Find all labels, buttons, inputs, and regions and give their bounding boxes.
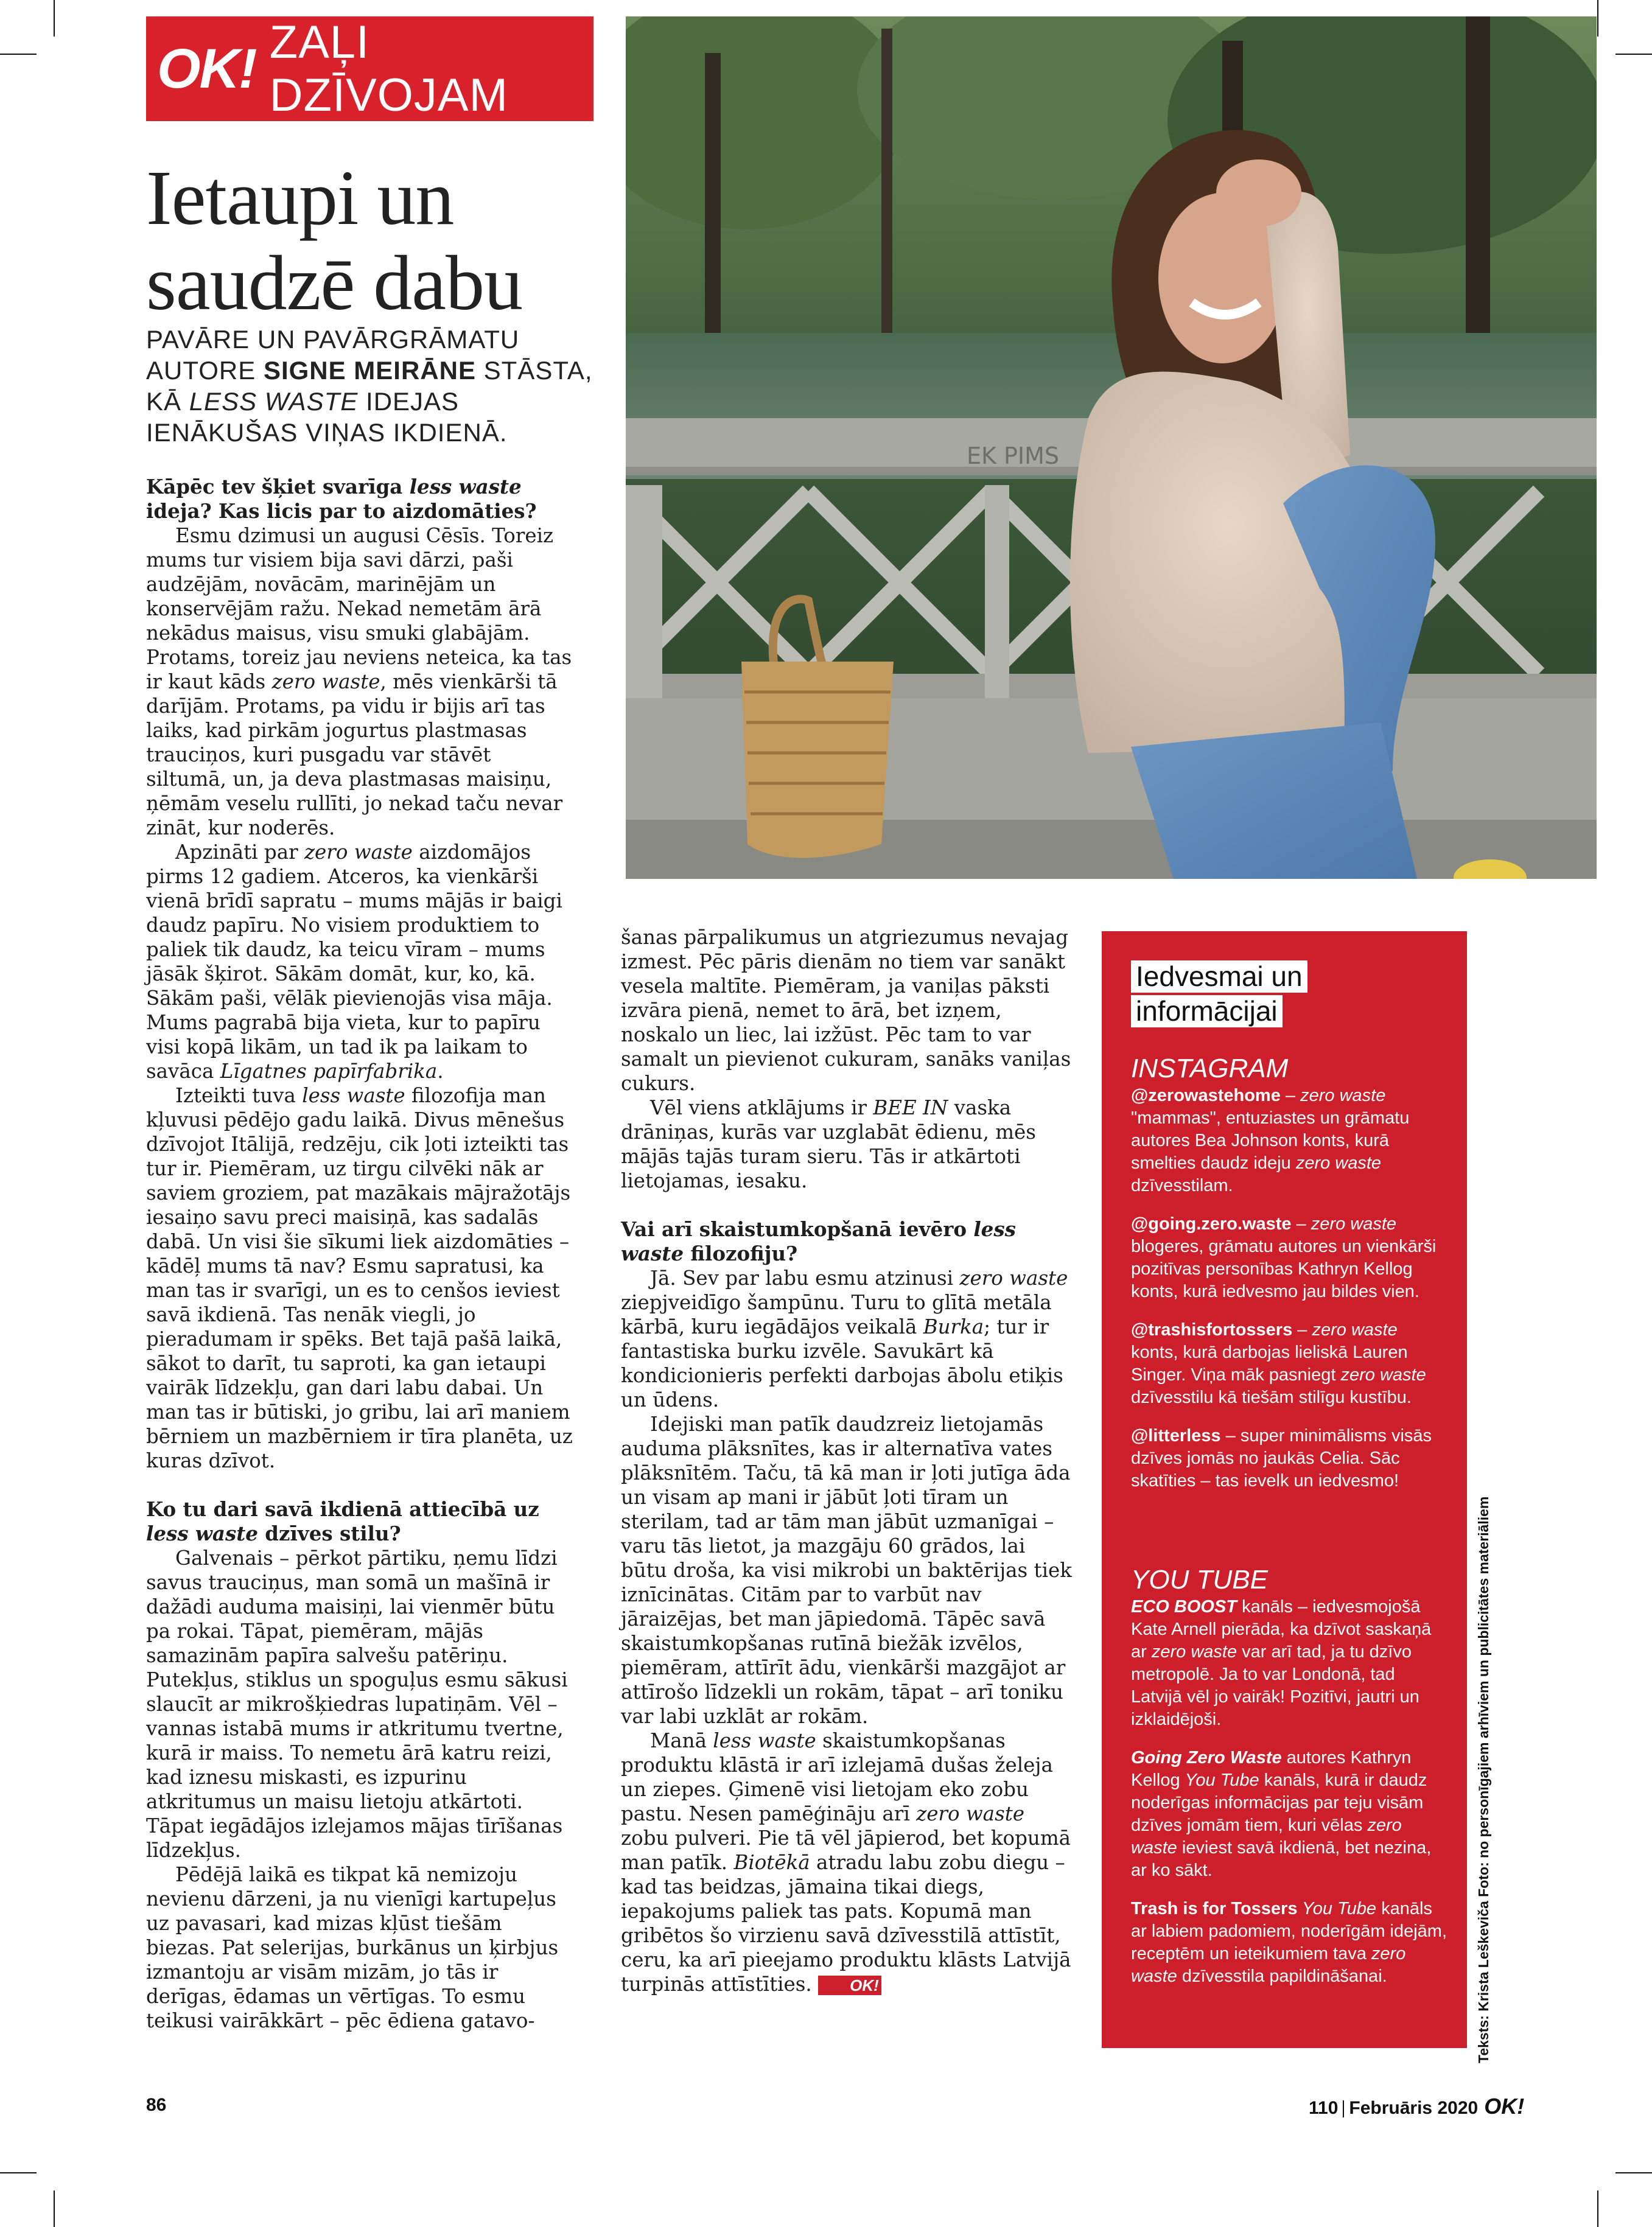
crop-mark <box>1597 0 1598 37</box>
article-column-2 <box>621 925 1073 1996</box>
section-header <box>146 16 593 121</box>
paragraph: Idejiski man patīk daudzreiz lietojamās auduma plāksnītes, kas ir alternatīva vates plāksnītēm. Taču, tā kā man ir ļoti jutīga āda un visam ap mani ir jābūt ļoti tīram un sterilam, tad ar tām man jābūt uzmanīgai – varu tās lietot, ja mazgāju 60 grādos, lai būtu droša, ka visi mikrobi un baktērijas tiek iznīcinātas. Citām par to varbūt nav jāraizējas, bet man jāpiedomā. Tāpēc savā skaistumkopšanas rutīnā biežāk izvēlos, piemēram, attīrīt ādu, vienkārši mazgājot ar attīrošo līdzekli un rokām, tāpat – arī toniku var labi uzklāt ar rokām. <box>621 1413 1072 1728</box>
crop-mark <box>0 54 37 55</box>
question: Kāpēc tev šķiet svarīga less waste ideja? Kas licis par to aizdomāties? <box>146 475 537 523</box>
section-title: ZAĻI DZĪVOJAM <box>269 16 508 121</box>
instagram-handle: @zerowastehome <box>1131 1086 1281 1105</box>
footer-logo: OK! <box>1484 2094 1525 2119</box>
page-number: 86 <box>146 2095 167 2115</box>
instagram-handle: @litterless <box>1131 1426 1221 1446</box>
inspiration-sidebar <box>1102 931 1467 2048</box>
end-mark: OK! <box>818 1976 881 1995</box>
page-number: 110 <box>1309 2098 1339 2118</box>
paragraph: Izteikti tuva less waste filozofija man kļuvusi pēdējo gadu laikā. Divus mēnešus dzīvojot Itālijā, redzēju, cik ļoti izteikti tas tur ir. Piemēram, uz tirgu cilvēki nāk ar saviem groziem, pat mazākais mājražotājs iesaiņo savu preci maisiņā, kas sadalās dabā. Un visi šie sīkumi liek aizdomāties – kādēļ mums tā nav? Esmu sapratusi, ka man tas ir svarīgi, un es to cenšos ieviest savā ikdienā. Tas nenāk viegli, jo pieradumam ir spēks. Bet tajā pašā laikā, sākot to darīt, tu saproti, ka gan ietaupi vairāk līdzekļu, gan dari labu dabai. Un man tas ir būtiski, jo gribu, lai arī maniem bērniem un mazbērniem ir tīra planēta, uz kuras dzīvot. <box>146 1084 573 1472</box>
crop-mark <box>54 0 55 37</box>
channel-name: Going Zero Waste <box>1131 1748 1282 1767</box>
paragraph: Manā less waste skaistumkopšanas produktu klāstā ir arī izlejamā dušas želeja un ziepes. Ģimenē visi lietojam eko zobu pastu. Nesen pamēģināju arī zero waste zobu pulveri. Pie tā vēl jāpierod, bet kopumā man patīk. Biotēkā atradu labu zobu diegu – kad tas beidzas, jāmaina tikai diegs, iepakojums paliek tas pats. Kopumā man gribētos šo virzienu savā dzīvesstilā attīstīt, ceru, ka arī pieejamo produktu klāsts Latvijā turpinās attīstīties. OK! <box>621 1729 1071 1996</box>
crop-mark <box>1597 2190 1598 2227</box>
photo-credit: Teksts: Krista Leškeviča Foto: no personīgajiem arhīviem un publicitātes materiāliem <box>1475 1496 1491 2063</box>
crop-mark <box>54 2190 55 2227</box>
title-line: saudzē dabu <box>146 240 523 326</box>
instagram-handle: @trashisfortossers <box>1131 1320 1293 1340</box>
sidebar-heading: INSTAGRAM <box>1131 1054 1289 1083</box>
channel-name: ECO BOOST <box>1131 1597 1237 1617</box>
crop-mark <box>1615 2172 1652 2173</box>
paragraph: Apzināti par zero waste aizdomājos pirms 12 gadiem. Atceros, ka vienkārši vienā brīdī sapratu – mums mājās ir baigi daudz papīru. No visiem produktiem to paliek tik daudz, ka teicu vīram – mums jāsāk šķirot. Sākām domāt, kur, ko, kā. Sākām paši, vēlāk pievienojās visa māja. Mums pagrabā bija vieta, kur to papīru visi kopā likām, un tad ik pa laikam to savāca Līgatnes papīrfabrika. <box>146 841 562 1083</box>
footer-divider <box>1343 2100 1344 2117</box>
author-name: SIGNE MEIRĀNE <box>263 356 476 385</box>
title-line: Ietaupi un <box>146 155 454 241</box>
paragraph: Vēl viens atklājums ir BEE IN vaska drāniņas, kurās var uzglabāt ēdienu, mēs mājās tajās turam sieru. Tās ir atkārtoti lietojamas, iesaku. <box>621 1096 1036 1192</box>
paragraph: šanas pārpalikumus un atgriezumus nevajag izmest. Pēc pāris dienām no tiem var sanākt vesela maltīte. Piemēram, ja vaniļas pāksti izvāra pienā, nemet to ārā, bet izņem, noskalo un liec, lai izžūst. Pēc tam to var samalt un pievienot cukuram, sanāks vaniļas cukurs. <box>621 926 1071 1095</box>
issue-date: Februāris 2020 <box>1349 2098 1479 2118</box>
paragraph: Galvenais – pērkot pārtiku, ņemu līdzi savus trauciņus, man somā un mašīnā ir dažādi auduma maisiņi, lai vienmēr būtu pa rokai. Tāpat, piemēram, mājās samazinām papīra salvešu patēriņu. Putekļus, stiklus un spoguļus esmu sākusi slaucīt ar mikrošķiedras lupatiņām. Vēl – vannas istabā mums ir atkritumu tvertne, kurā ir maiss. To nemetu ārā katru reizi, kad iznesu miskasti, es izpurinu atkritumus un maisu lietoju atkārtoti. Tāpat iegādājos izlejamos mājas tīrīšanas līdzekļus. <box>146 1547 568 1862</box>
magazine-logo: OK! <box>157 37 256 100</box>
sidebar-youtube: YOU TUBE ECO BOOST kanāls – iedvesmojošā Kate Arnell pierāda, ka dzīvot saskaņā ar zero waste var arī tad, ja tu dzīvo metropolē. Ja to var Londonā, tad Latvijā vēl jo vairāk! Pozitīvi, jautri un izklaidējoši. Going Zero Waste autores Kathryn Kellog You Tube kanāls, kurā ir daudz noderīgas informācijas par teju visām dzīves jomām tiem, kuri vēlas zero waste ieviest savā ikdienā, bet nezina, ar ko sākt. Trash is for Tossers You Tube kanāls ar labiem padomiem, noderīgām idejām, receptēm un ieteikumiem tava zero waste dzīvesstila papildināšanai. <box>1131 1565 1447 1986</box>
portrait-photo <box>626 16 1597 879</box>
question: Vai arī skaistumkopšanā ievēro less waste filozofiju? <box>621 1217 1016 1265</box>
article-title <box>146 155 633 326</box>
crop-mark <box>0 2172 37 2173</box>
svg-text:EK PIMS: EK PIMS <box>967 442 1060 469</box>
channel-name: Trash is for Tossers <box>1131 1899 1298 1918</box>
paragraph: Esmu dzimusi un augusi Cēsīs. Toreiz mums tur visiem bija savi dārzi, paši audzējām, novācām, marinējām un konservējām ražu. Nekad nemetām ārā nekādus maisus, visu smuki glabājām. Protams, toreiz jau neviens neteica, ka tas ir kaut kāds zero waste, mēs vienkārši tā darījām. Protams, pa vidu ir bijis arī tas laiks, kad pirkām jogurtus plastmasas trauciņos, kuri pusgadu var stāvēt siltumā, un, ja deva plastmasas maisiņu, ņēmām veselu rullīti, jo nekad taču nevar zināt, kur noderēs. <box>146 524 572 839</box>
sidebar-instagram: INSTAGRAM @zerowastehome – zero waste "mammas", entuziastes un grāmatu autores Bea Johnson konts, kurā smelties daudz ideju zero waste dzīvesstilam. @going.zero.waste – zero waste blogeres, grāmatu autores un vienkārši pozitīvas personības Kathryn Kellog konts, kurā iedvesmo jau bildes vien. @trashisfortossers – zero waste konts, kurā darbojas lieliskā Lauren Singer. Viņa māk pasniegt zero waste dzīvesstilu kā tiešām stilīgu kustību. @litterless – super minimālisms visās dzīves jomās no jaukās Celia. Sāc skatīties – tas ievelk un iedvesmo! <box>1131 1053 1447 1492</box>
paragraph: Pēdējā laikā es tikpat kā nemizoju nevienu dārzeni, ja nu vienīgi kartupeļus uz pavasari, kad mizas kļūst tiešām biezas. Pat selerijas, burkānus un ķirbjus izmantoju ar visām mizām, jo tās ir derīgas, ēdamas un vērtīgas. To esmu teikusi vairākkārt – pēc ēdiena gatavo- <box>146 1863 559 2032</box>
question: Ko tu dari savā ikdienā attiecībā uz less waste dzīves stilu? <box>146 1497 539 1545</box>
paragraph: Jā. Sev par labu esmu atzinusi zero waste ziepjveidīgo šampūnu. Turu to glītā metāla kārbā, kuru iegādājos veikalā Burka; tur ir fantastiska burku izvēle. Savukārt kā kondicionieris perfekti darbojas ābolu etiķis un ūdens. <box>621 1267 1068 1411</box>
instagram-handle: @going.zero.waste <box>1131 1214 1292 1234</box>
crop-mark <box>1615 54 1652 55</box>
article-column-1 <box>146 475 573 2033</box>
page-footer <box>1309 2094 1524 2119</box>
sidebar-heading: YOU TUBE <box>1131 1565 1268 1595</box>
sidebar-title: Iedvesmai un informācijai <box>1131 960 1435 1030</box>
article-lede: PAVĀRE UN PAVĀRGRĀMATU AUTORE SIGNE MEIRĀNE STĀSTA, KĀ LESS WASTE IDEJAS IENĀKUŠAS VIŅAS IKDIENĀ. <box>146 325 593 447</box>
